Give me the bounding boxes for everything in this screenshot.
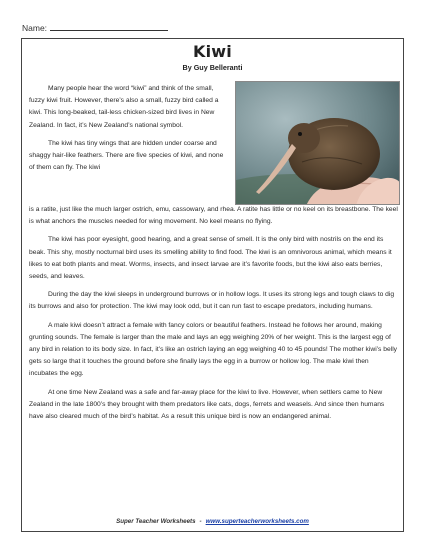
paragraph: At one time New Zealand was a safe and far-away place for the kiwi to live. However, when settlers came to New Zealand in the late 1800’s they brought with them predators like cats, dogs, ferrets and weasels. And since then humans have also cleared much of the bird’s habitat. As a result this unique bird is now an endangered animal. [29,388,385,421]
footer-url-link[interactable]: www.superteacherworksheets.com [205,518,309,525]
footer-brand: Super Teacher Worksheets [116,518,196,525]
article-byline: By Guy Belleranti [182,63,243,72]
name-field-row [22,22,168,33]
name-label: Name: [22,23,48,33]
article-title: Kiwi [193,42,232,61]
footer-separator: - [199,518,202,525]
footer [0,518,425,525]
body-text [29,204,398,429]
paragraph: Many people hear the word “kiwi” and think of the small, fuzzy kiwi fruit. However, there’s also a small, fuzzy bird called a kiwi. This long-beaked, tail-less chicken-sized bird lives in New Zealand. In fact, it’s New Zealand’s national symbol. [29,85,219,129]
intro-text-column [29,83,229,180]
paragraph: A male kiwi doesn’t attract a female with fancy colors or beautiful feathers. Instead he follows her around, making grunting sounds. The female is larger than the male and lays an egg weighing 20% of her weight. This is the largest egg of any bird in relation to its body size. In fact, it’s like an ostrich laying an egg weighing 40 to 45 pounds! The mother kiwi’s belly gets so large that it touches the ground before she finally lays the egg in a burrow or hollow log. The male kiwi then incubates the egg. [29,321,398,378]
paragraph: The kiwi has tiny wings that are hidden under coarse and shaggy hair-like feathers. There are five species of kiwi, and none of them can fly. The kiwi [29,139,224,172]
paragraph: The kiwi has poor eyesight, good hearing, and a great sense of smell. It is the only bird with nostrils on the end its beak. This shy, mostly nocturnal bird uses its smelling ability to find food. The kiwi is an omnivorous animal, which means it likes to eat both plants and meat. Worms, insects, and insect larvae are it’s favorite foods, but the kiwi also eats berries, seeds, and leaves. [29,236,392,281]
kiwi-photo [235,81,400,205]
paragraph: is a ratite, just like the much larger ostrich, emu, cassowary, and rhea. A ratite has little or no keel on its breastbone. The keel is what anchors the muscles needed for wing movement. No keel means no flying. [29,206,398,226]
name-blank-line[interactable] [50,22,168,31]
paragraph: During the day the kiwi sleeps in underground burrows or in hollow logs. It uses its strong legs and tough claws to dig its burrows and also for protection. The kiwi may look odd, but it can run fast to escape predators, including humans. [29,291,395,311]
kiwi-bird-illustration [236,82,400,205]
